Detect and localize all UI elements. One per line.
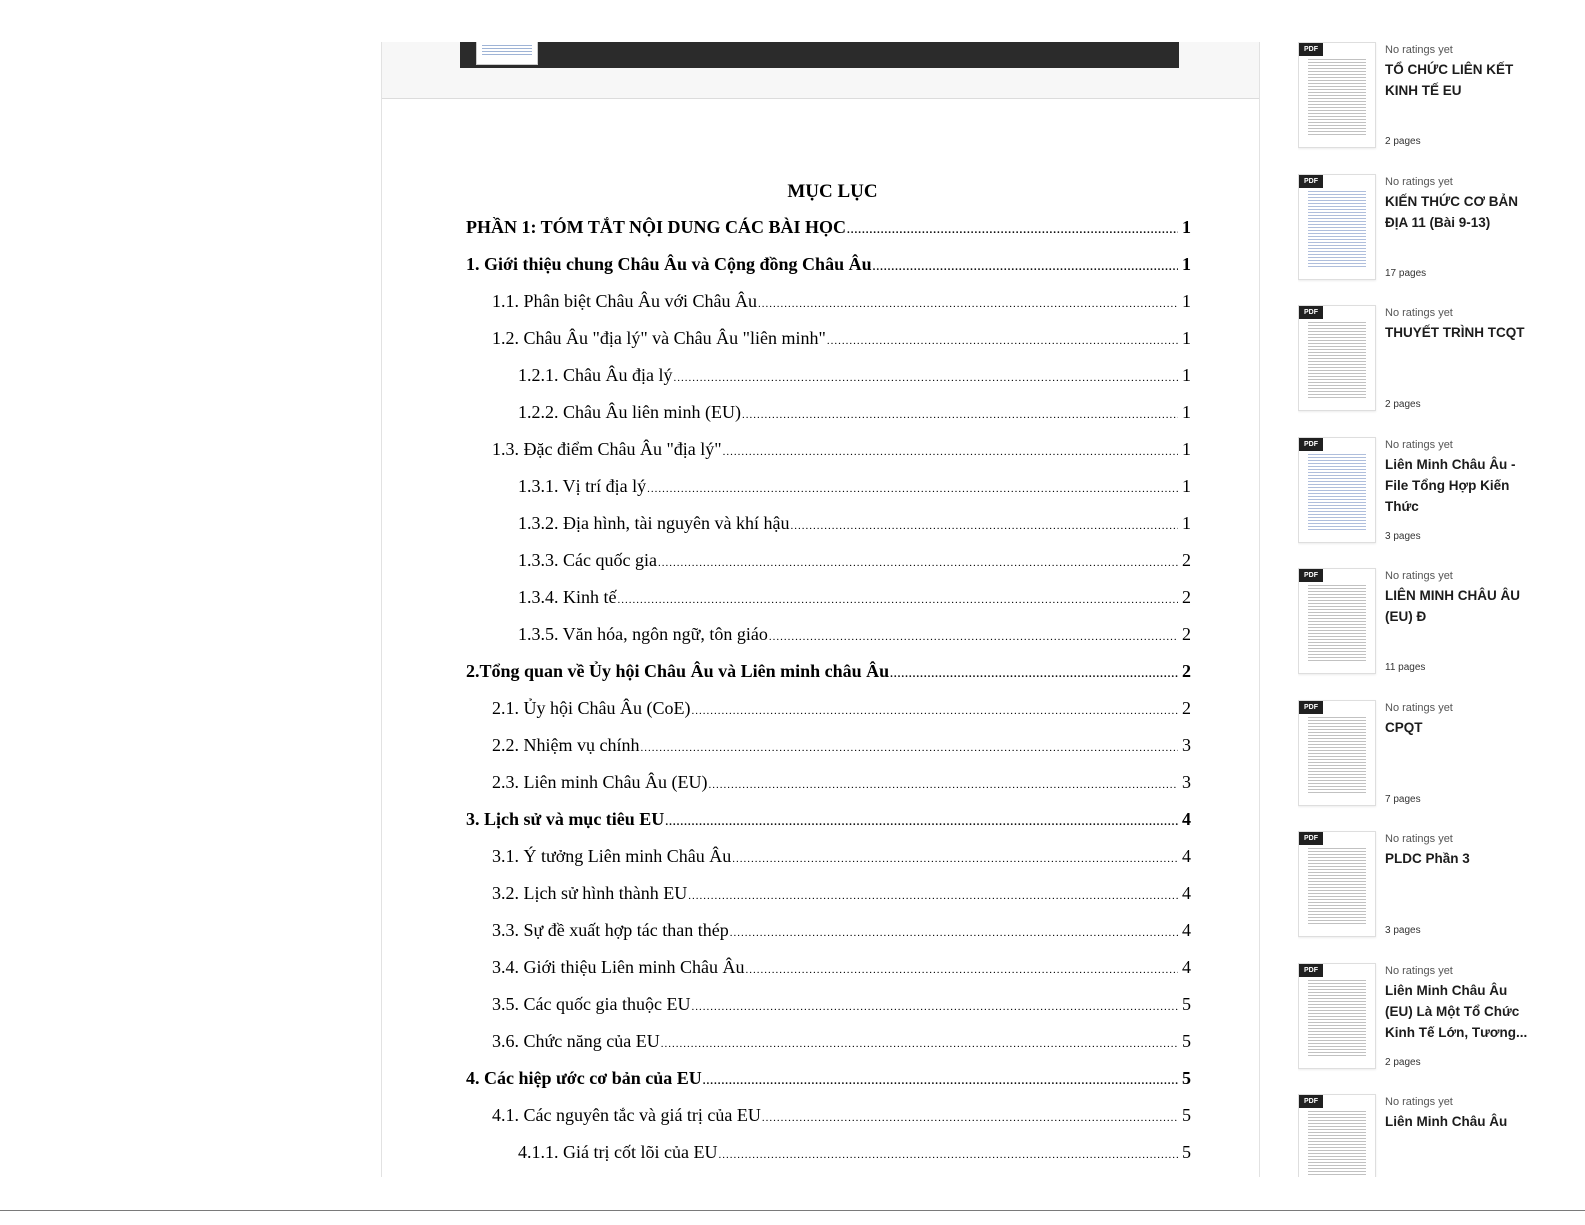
toc-leader-dots <box>723 446 1178 458</box>
toc-entry-label: 1.2. Châu Âu "địa lý" và Châu Âu "liên minh" <box>492 328 826 348</box>
previous-page-strip <box>460 42 1179 68</box>
toc-entry[interactable] <box>518 476 1191 500</box>
toc-page-number: 2 <box>1182 698 1191 718</box>
toc-entry-label: 1.3.1. Vị trí địa lý <box>518 476 647 496</box>
toc-entry-label: 3.4. Giới thiệu Liên minh Châu Âu <box>492 957 745 977</box>
toc-page-number: 2 <box>1182 624 1191 644</box>
thumbnail-text-preview <box>1308 980 1366 1058</box>
toc-entry[interactable] <box>466 809 1191 833</box>
related-document-card[interactable] <box>1298 174 1538 294</box>
toc-leader-dots <box>890 668 1178 680</box>
thumbnail-text-preview <box>1308 322 1366 400</box>
toc-entry-label: 4.1.1. Giá trị cốt lõi của EU <box>518 1142 718 1162</box>
thumbnail-text-preview <box>1308 585 1366 663</box>
toc-entry-label: 3. Lịch sử và mục tiêu EU <box>466 809 665 829</box>
toc-entry[interactable] <box>492 772 1191 796</box>
toc-page-number: 1 <box>1182 291 1191 311</box>
toc-leader-dots <box>688 890 1178 902</box>
toc-entry[interactable] <box>492 735 1191 759</box>
page-count: 3 pages <box>1385 530 1421 542</box>
related-documents-sidebar <box>1298 42 1538 1177</box>
toc-entry[interactable] <box>466 217 1191 241</box>
pdf-badge: PDF <box>1299 306 1323 319</box>
toc-page-number: 4 <box>1182 957 1191 977</box>
toc-leader-dots <box>658 557 1178 569</box>
page-count: 2 pages <box>1385 399 1421 410</box>
pdf-badge: PDF <box>1299 569 1323 582</box>
toc-page-number: 5 <box>1182 1105 1191 1125</box>
toc-entry-label: 3.2. Lịch sử hình thành EU <box>492 883 688 903</box>
toc-entry[interactable] <box>492 920 1191 944</box>
toc-page-number: 4 <box>1182 920 1191 940</box>
toc-entry-label: 2.2. Nhiệm vụ chính <box>492 735 640 755</box>
toc-leader-dots <box>703 1075 1178 1087</box>
toc-entry[interactable] <box>518 1142 1191 1166</box>
bottom-divider <box>0 1210 1585 1211</box>
thumbnail-text-preview <box>1308 848 1366 926</box>
document-thumbnail[interactable] <box>1298 568 1376 674</box>
toc-entry[interactable] <box>518 624 1191 648</box>
toc-page-number: 5 <box>1182 1031 1191 1051</box>
rating-text: No ratings yet <box>1385 701 1453 714</box>
document-title-link[interactable]: THUYẾT TRÌNH TCQT <box>1385 325 1525 340</box>
toc-page-number: 3 <box>1182 772 1191 792</box>
toc-leader-dots <box>661 1038 1178 1050</box>
toc-entry-label: 1.3.2. Địa hình, tài nguyên và khí hậu <box>518 513 790 533</box>
toc-entry[interactable] <box>466 661 1191 685</box>
page-count: 2 pages <box>1385 136 1421 147</box>
toc-page-number: 2 <box>1182 550 1191 570</box>
toc-entry-label: 3.3. Sự đề xuất hợp tác than thép <box>492 920 729 940</box>
toc-leader-dots <box>718 1149 1178 1161</box>
toc-entry[interactable] <box>492 957 1191 981</box>
related-document-card[interactable] <box>1298 700 1538 820</box>
related-document-card[interactable] <box>1298 42 1538 162</box>
toc-entry-label: 3.5. Các quốc gia thuộc EU <box>492 994 691 1014</box>
toc-entry-label: 4. Các hiệp ước cơ bản của EU <box>466 1068 702 1088</box>
related-document-card[interactable] <box>1298 1094 1538 1177</box>
document-title-link[interactable]: CPQT <box>1385 719 1423 735</box>
toc-leader-dots <box>746 964 1179 976</box>
toc-page-number: 1 <box>1182 402 1191 422</box>
toc-page-number: 1 <box>1182 365 1191 385</box>
toc-entry[interactable] <box>492 883 1191 907</box>
document-title-link[interactable]: TỔ CHỨC LIÊN KẾT KINH TẾ EU <box>1385 62 1514 98</box>
related-document-card[interactable] <box>1298 305 1538 425</box>
toc-entry-label: 1.3. Đặc điểm Châu Âu "địa lý" <box>492 439 722 459</box>
toc-leader-dots <box>647 483 1178 495</box>
toc-leader-dots <box>762 1112 1178 1124</box>
toc-entry[interactable] <box>492 1105 1191 1129</box>
related-document-card[interactable] <box>1298 831 1538 951</box>
toc-leader-dots <box>873 261 1178 273</box>
toc-leader-dots <box>665 816 1178 828</box>
toc-leader-dots <box>691 705 1178 717</box>
toc-entry[interactable] <box>466 254 1191 278</box>
toc-entry[interactable] <box>492 328 1191 352</box>
document-thumbnail[interactable] <box>1298 305 1376 411</box>
toc-entry[interactable] <box>492 291 1191 315</box>
toc-title: MỤC LỤC <box>787 181 878 202</box>
toc-leader-dots <box>742 409 1178 421</box>
rating-text: No ratings yet <box>1385 438 1453 451</box>
toc-entry[interactable] <box>518 513 1191 537</box>
toc-page-number: 4 <box>1182 883 1191 903</box>
toc-entry-label: 3.1. Ý tưởng Liên minh Châu Âu <box>492 846 732 866</box>
toc-leader-dots <box>790 520 1178 532</box>
toc-entry[interactable] <box>518 587 1191 611</box>
toc-page-number: 2 <box>1182 661 1191 681</box>
toc-entry[interactable] <box>518 402 1191 426</box>
document-title-link[interactable]: LIÊN MINH CHÂU ÂU (EU) Đ <box>1385 588 1520 624</box>
page-count: 7 pages <box>1385 793 1421 805</box>
toc-leader-dots <box>769 631 1178 643</box>
previous-page-thumbnail[interactable] <box>476 42 538 65</box>
toc-entry-label: 2.1. Ủy hội Châu Âu (CoE) <box>492 698 691 718</box>
page-count: 17 pages <box>1385 267 1427 279</box>
toc-entry-label: 1.2.2. Châu Âu liên minh (EU) <box>518 402 741 422</box>
pdf-badge: PDF <box>1299 701 1323 714</box>
toc-entry[interactable] <box>466 1068 1191 1092</box>
page-count: 11 pages <box>1385 662 1426 673</box>
pdf-badge: PDF <box>1299 43 1323 56</box>
toc-page-number: 1 <box>1182 254 1191 274</box>
toc-leader-dots <box>674 372 1179 384</box>
toc-page-number: 3 <box>1182 735 1191 755</box>
toc-entry-label: PHẦN 1: TÓM TẮT NỘI DUNG CÁC BÀI HỌC <box>466 217 847 237</box>
rating-text: No ratings yet <box>1385 307 1453 319</box>
toc-leader-dots <box>691 1001 1178 1013</box>
toc-leader-dots <box>618 594 1179 606</box>
pdf-badge: PDF <box>1299 964 1323 977</box>
rating-text: No ratings yet <box>1385 1096 1453 1108</box>
toc-entry-label: 3.6. Chức năng của EU <box>492 1031 660 1051</box>
document-thumbnail[interactable] <box>1298 1094 1376 1177</box>
toc-page-number: 4 <box>1182 846 1191 866</box>
toc-page-number: 5 <box>1182 994 1191 1014</box>
toc-leader-dots <box>640 742 1178 754</box>
toc-entry[interactable] <box>492 846 1191 870</box>
toc-entry-label: 1.3.5. Văn hóa, ngôn ngữ, tôn giáo <box>518 624 768 644</box>
toc-leader-dots <box>827 335 1178 347</box>
rating-text: No ratings yet <box>1385 964 1453 977</box>
document-page <box>382 98 1259 1177</box>
page-count: 3 pages <box>1385 925 1421 936</box>
toc-entry-label: 1.3.3. Các quốc gia <box>518 550 657 570</box>
rating-text: No ratings yet <box>1385 44 1453 56</box>
document-thumbnail[interactable] <box>1298 174 1376 280</box>
toc-entry-label: 4.1. Các nguyên tắc và giá trị của EU <box>492 1105 761 1125</box>
toc-entry[interactable] <box>492 698 1191 722</box>
document-viewer[interactable] <box>381 42 1260 1177</box>
document-thumbnail[interactable] <box>1298 700 1376 806</box>
toc-page-number: 4 <box>1182 809 1191 829</box>
toc-entry-label: 2.3. Liên minh Châu Âu (EU) <box>492 772 708 792</box>
document-title-link[interactable]: Liên Minh Châu Âu <box>1385 1114 1508 1129</box>
toc-entry-label: 1.1. Phân biệt Châu Âu với Châu Âu <box>492 291 757 311</box>
toc-entry-label: 2.Tổng quan về Ủy hội Châu Âu và Liên minh châu Âu <box>466 661 890 681</box>
toc-page-number: 5 <box>1182 1142 1191 1162</box>
thumbnail-text-preview <box>1308 59 1366 137</box>
document-thumbnail[interactable] <box>1298 963 1376 1069</box>
toc-entry-label: 1. Giới thiệu chung Châu Âu và Cộng đồng Châu Âu <box>466 254 872 274</box>
toc-leader-dots <box>732 853 1178 865</box>
related-document-card[interactable] <box>1298 568 1538 688</box>
toc-page-number: 1 <box>1182 439 1191 459</box>
pdf-badge: PDF <box>1299 832 1323 845</box>
document-title-link[interactable]: KIẾN THỨC CƠ BẢN ĐỊA 11 (Bài 9-13) <box>1385 193 1518 230</box>
thumbnail-text-preview <box>1308 717 1366 795</box>
document-thumbnail[interactable] <box>1298 437 1376 543</box>
toc-page-number: 1 <box>1182 328 1191 348</box>
toc-entry-label: 1.2.1. Châu Âu địa lý <box>518 365 673 385</box>
rating-text: No ratings yet <box>1385 570 1453 582</box>
toc-page-number: 5 <box>1182 1068 1191 1088</box>
thumbnail-text-preview <box>1308 191 1366 269</box>
toc-page-number: 1 <box>1182 217 1191 237</box>
document-title-link[interactable]: Liên Minh Châu Âu (EU) Là Một Tổ Chức Kinh Tế Lớn, Tương... <box>1385 982 1528 1040</box>
toc-page-number: 1 <box>1182 513 1191 533</box>
pdf-badge: PDF <box>1299 175 1323 188</box>
thumbnail-text-preview <box>1308 1111 1366 1177</box>
related-document-card[interactable] <box>1298 963 1538 1083</box>
toc-leader-dots <box>708 779 1178 791</box>
toc-entry[interactable] <box>492 994 1191 1018</box>
rating-text: No ratings yet <box>1385 175 1453 188</box>
rating-text: No ratings yet <box>1385 833 1453 845</box>
related-document-card[interactable] <box>1298 437 1538 557</box>
toc-entry[interactable] <box>492 1031 1191 1055</box>
page-count: 2 pages <box>1385 1056 1421 1068</box>
toc-entry-label: 1.3.4. Kinh tế <box>518 587 617 607</box>
pdf-badge: PDF <box>1299 1095 1323 1108</box>
toc-page-number: 1 <box>1182 476 1191 496</box>
document-title-link[interactable]: Liên Minh Châu Âu - File Tổng Hợp Kiến Thức <box>1385 456 1516 514</box>
pdf-badge: PDF <box>1299 438 1323 451</box>
toc-entry[interactable] <box>492 439 1191 463</box>
thumbnail-text-preview <box>1308 454 1366 532</box>
toc-leader-dots <box>730 927 1178 939</box>
toc-page-number: 2 <box>1182 587 1191 607</box>
toc-entry[interactable] <box>518 550 1191 574</box>
toc-entry[interactable] <box>518 365 1191 389</box>
toc-leader-dots <box>847 224 1178 236</box>
document-thumbnail[interactable] <box>1298 831 1376 937</box>
document-title-link[interactable]: PLDC Phần 3 <box>1385 851 1470 866</box>
toc-leader-dots <box>758 298 1178 310</box>
document-thumbnail[interactable] <box>1298 42 1376 148</box>
